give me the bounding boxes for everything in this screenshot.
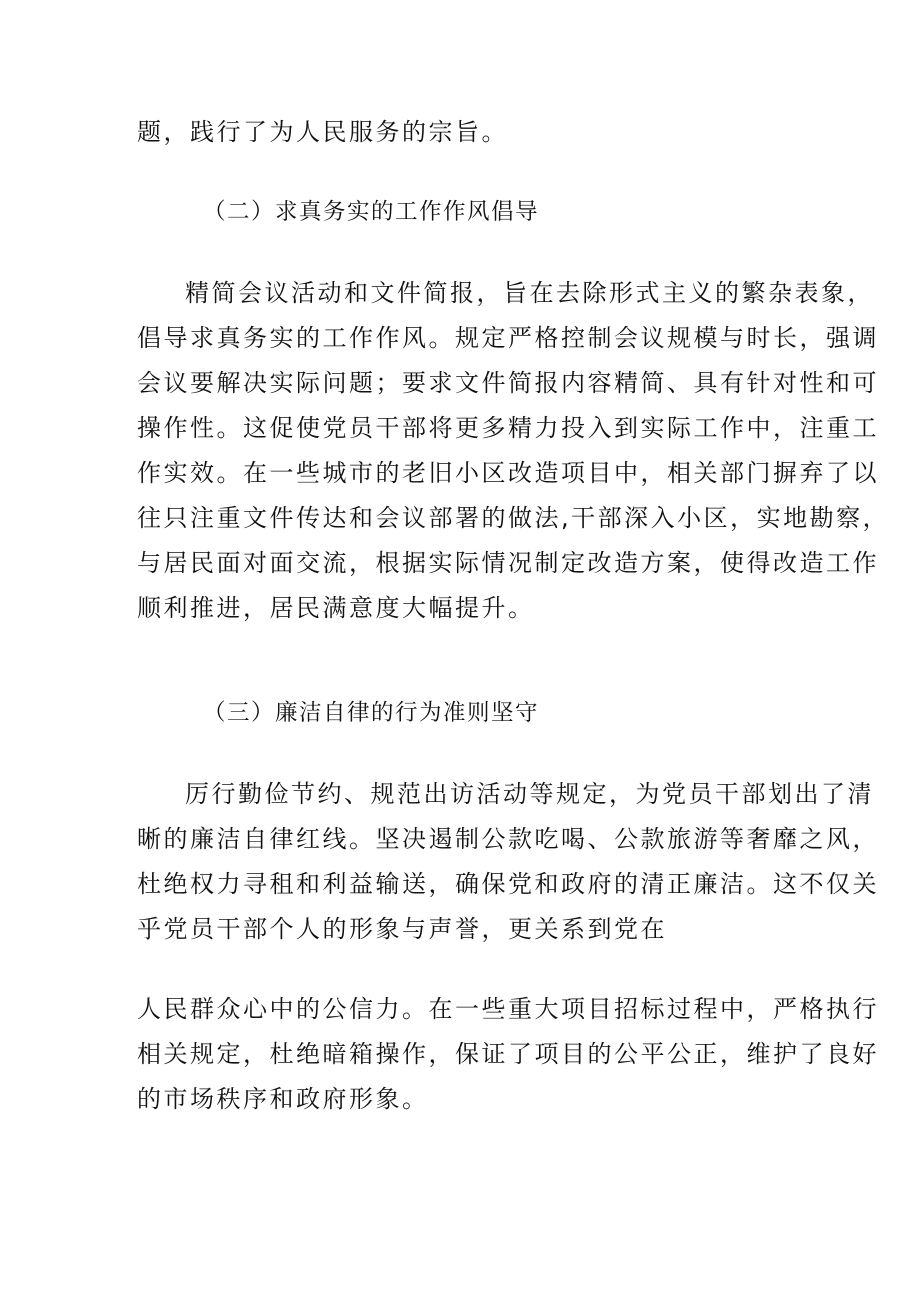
paragraph-line: 倡导求真务实的工作作风。规定严格控制会议规模与时长，强调	[137, 324, 879, 352]
paragraph-line: 厉行勤俭节约、规范出访活动等规定，为党员干部划出了清	[185, 780, 874, 808]
paragraph-line: 往只注重文件传达和会议部署的做法,干部深入小区，实地勘察，	[137, 504, 890, 532]
paragraph-line: 精简会议活动和文件简报，旨在去除形式主义的繁杂表象，	[185, 279, 874, 307]
section-heading-3: （三）廉洁自律的行为准则坚守	[203, 700, 540, 726]
paragraph-line: 杜绝权力寻租和利益输送，确保党和政府的清正廉洁。这不仅关	[137, 870, 879, 898]
paragraph-line: 乎党员干部个人的形象与声誉，更关系到党在	[137, 915, 667, 943]
paragraph-line: 操作性。这促使党员干部将更多精力投入到实际工作中，注重工	[137, 414, 879, 442]
section-heading-2: （二）求真务实的工作作风倡导	[203, 199, 540, 225]
paragraph-line: 与居民面对面交流，根据实际情况制定改造方案，使得改造工作	[137, 549, 879, 577]
paragraph-line: 晰的廉洁自律红线。坚决遏制公款吃喝、公款旅游等奢靡之风，	[137, 825, 879, 853]
paragraph-line: 相关规定，杜绝暗箱操作，保证了项目的公平公正，维护了良好	[137, 1040, 879, 1068]
paragraph-line: 题，践行了为人民服务的宗旨。	[137, 118, 508, 146]
paragraph-line: 人民群众心中的公信力。在一些重大项目招标过程中，严格执行	[137, 995, 879, 1023]
paragraph-line: 作实效。在一些城市的老旧小区改造项目中，相关部门摒弃了以	[137, 459, 879, 487]
paragraph-line: 的市场秩序和政府形象。	[137, 1085, 429, 1113]
paragraph-line: 顺利推进，居民满意度大幅提升。	[137, 594, 535, 622]
paragraph-line: 会议要解决实际问题；要求文件简报内容精简、具有针对性和可	[137, 369, 879, 397]
